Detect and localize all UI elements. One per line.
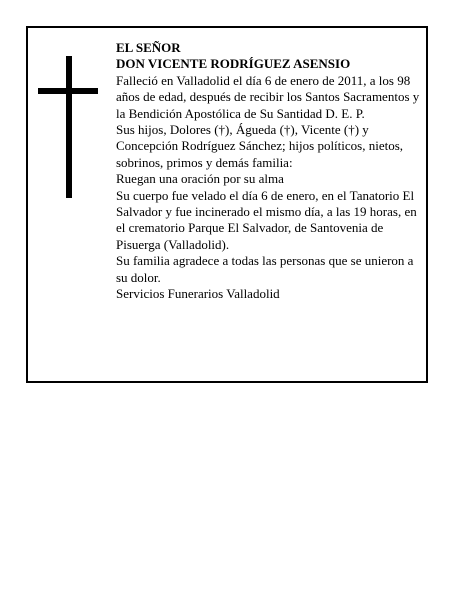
family-thanks: Su familia agradece a todas las personas que se unieron a su dolor. [116,253,414,285]
prayer-request: Ruegan una oración por su alma [116,171,284,187]
family-list: Sus hijos, Dolores (†), Águeda (†), Vicente (†) y Concepción Rodríguez Sánchez; hijos políticos, nietos, sobrinos, primos y demás familia: [116,122,404,170]
cross-horizontal-bar [38,88,98,94]
notice-heading-title: EL SEÑOR [116,40,181,55]
obituary-notice [26,26,428,383]
latin-cross-icon [38,56,98,198]
funeral-home: Servicios Funerarios Valladolid [116,286,280,302]
notice-heading-name: DON VICENTE RODRÍGUEZ ASENSIO [116,56,351,72]
service-details: Su cuerpo fue velado el día 6 de enero, en el Tanatorio El Salvador y fue incinerado el mismo día, a las 19 horas, en el crematorio Parque El Salvador, de Santovenia de Pisuerga (Valladolid). [116,187,417,252]
notice-text [116,40,422,303]
cross-vertical-bar [66,56,72,198]
death-announcement: Falleció en Valladolid el día 6 de enero de 2011, a los 98 años de edad, después de recibir los Santos Sacramentos y la Bendición Apostólica de Su Santidad D. E. P. [116,72,420,121]
